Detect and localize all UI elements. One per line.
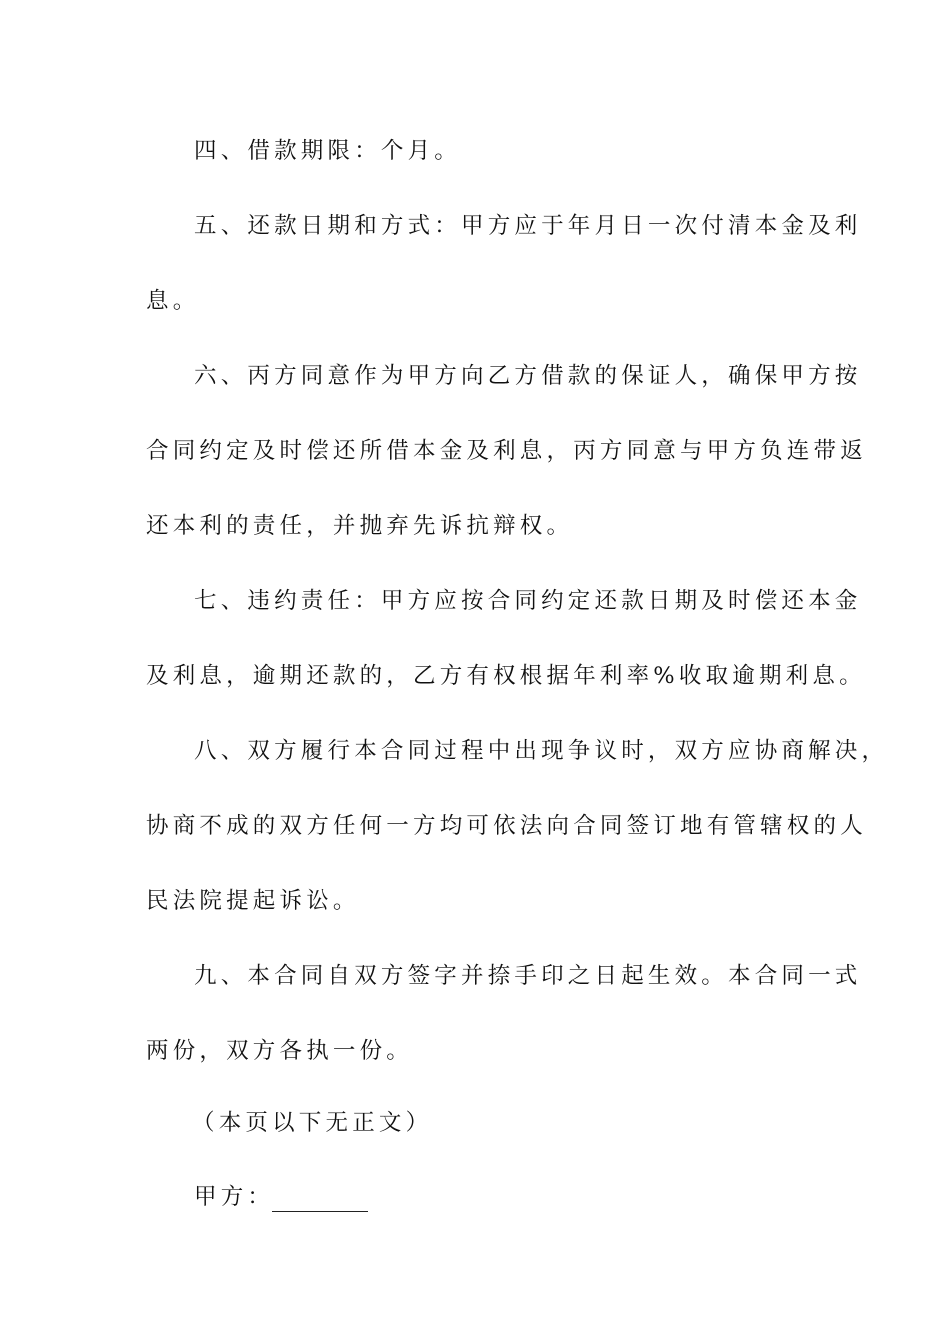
clause-7-line-1: 七、违约责任：甲方应按合同约定还款日期及时偿还本金	[194, 588, 862, 614]
party-a-signature-line	[272, 1187, 368, 1212]
no-further-text-note: （本页以下无正文）	[192, 1110, 433, 1136]
party-a-signature	[194, 1182, 368, 1212]
clause-7-line-2: 及利息，逾期还款的，乙方有权根据年利率%收取逾期利息。	[146, 663, 866, 689]
clause-5-line-2: 息。	[146, 288, 200, 314]
clause-6-line-3: 还本利的责任，并抛弃先诉抗辩权。	[146, 513, 574, 539]
clause-8-line-3: 民法院提起诉讼。	[146, 888, 360, 914]
clause-5-line-1: 五、还款日期和方式：甲方应于年月日一次付清本金及利	[194, 213, 862, 239]
clause-9-line-2: 两份，双方各执一份。	[146, 1038, 414, 1064]
clause-9-line-1: 九、本合同自双方签字并捺手印之日起生效。本合同一式	[194, 963, 862, 989]
clause-6-line-2: 合同约定及时偿还所借本金及利息，丙方同意与甲方负连带返	[146, 438, 867, 464]
clause-8-line-1: 八、双方履行本合同过程中出现争议时，双方应协商解决，	[194, 738, 889, 764]
clause-8-line-2: 协商不成的双方任何一方均可依法向合同签订地有管辖权的人	[146, 813, 867, 839]
party-a-label: 甲方：	[194, 1184, 275, 1210]
clause-4-line: 四、借款期限：个月。	[194, 138, 462, 164]
clause-6-line-1: 六、丙方同意作为甲方向乙方借款的保证人，确保甲方按	[194, 363, 862, 389]
